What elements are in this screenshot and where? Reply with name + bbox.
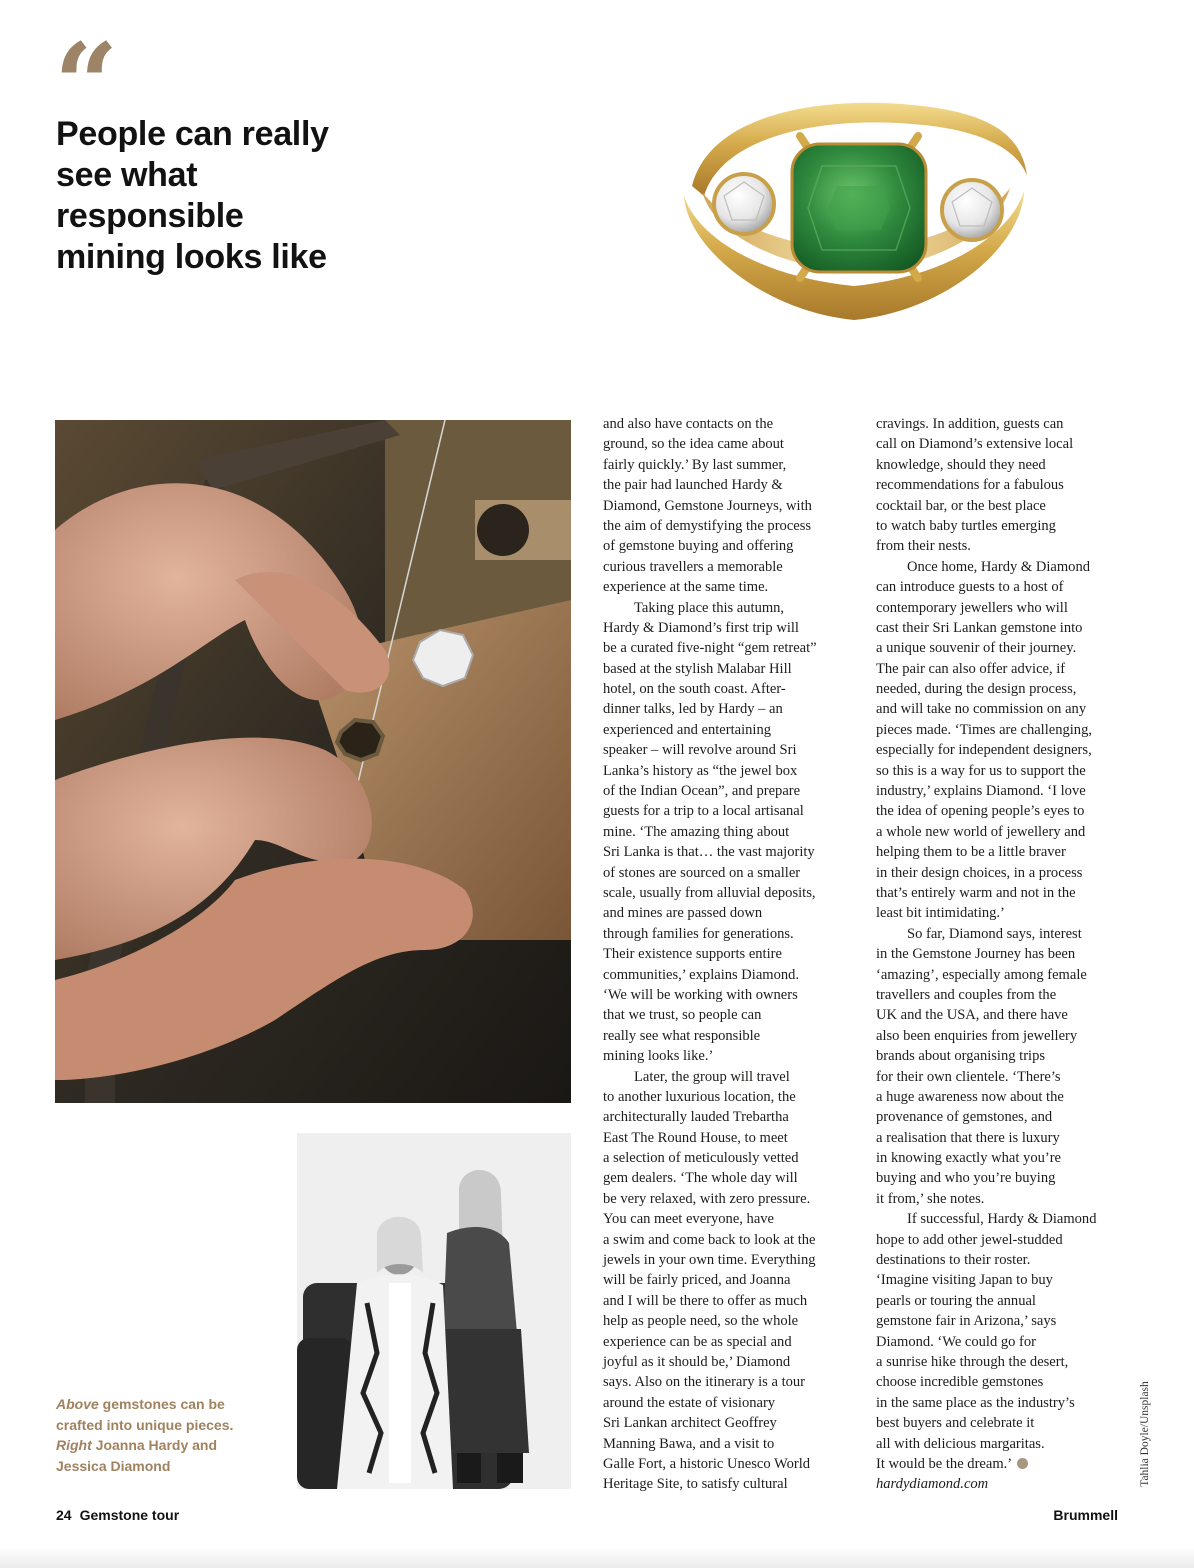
website-url: hardydiamond.com <box>876 1476 989 1493</box>
article-line: joyful as it should be,’ Diamond <box>603 1353 791 1370</box>
article-line: mine. ‘The amazing thing about <box>603 823 790 840</box>
article-line: and I will be there to offer as much <box>603 1292 808 1309</box>
article-line: pieces made. ‘Times are challenging, <box>876 721 1092 738</box>
article-line: experience can be as special and <box>603 1333 792 1350</box>
article-line: help as people need, so the whole <box>603 1313 799 1330</box>
caption-lead-right: Right <box>56 1437 92 1453</box>
article-line: and also have contacts on the <box>603 416 774 432</box>
portrait-photo <box>297 1133 571 1489</box>
article-line: dinner talks, led by Hardy – an <box>603 701 783 718</box>
article-line: Sri Lanka is that… the vast majority <box>603 844 815 861</box>
magazine-brand: Brummell <box>1053 1507 1118 1523</box>
article-line: UK and the USA, and there have <box>876 1007 1068 1024</box>
article-line: It would be the dream.’ <box>876 1454 1126 1474</box>
article-line: also been enquiries from jewellery <box>876 1027 1078 1044</box>
article-line: pearls or touring the annual <box>876 1292 1036 1309</box>
article-line: East The Round House, to meet <box>603 1129 788 1146</box>
article-line: buying and who you’re buying <box>876 1170 1056 1187</box>
article-line: cravings. In addition, guests can <box>876 416 1064 432</box>
article-line: in the same place as the industry’s <box>876 1394 1075 1411</box>
article-line: to another luxurious location, the <box>603 1088 796 1105</box>
article-line: Once home, Hardy & Diamond <box>907 558 1091 575</box>
article-line: hope to add other jewel-studded <box>876 1231 1063 1248</box>
article-line: be a curated five-night “gem retreat” <box>603 640 817 657</box>
article-line: of stones are sourced on a smaller <box>603 864 801 881</box>
article-line: Their existence supports entire <box>603 946 782 963</box>
article-line: scale, usually from alluvial deposits, <box>603 884 816 901</box>
article-line: Taking place this autumn, <box>634 599 785 616</box>
article-line: the pair had launched Hardy & <box>603 477 783 494</box>
article-line: contemporary jewellers who will <box>876 599 1068 616</box>
article-line: a whole new world of jewellery and <box>876 823 1086 840</box>
article-line: a swim and come back to look at the <box>603 1231 816 1248</box>
article-line: Heritage Site, to satisfy cultural <box>603 1476 788 1493</box>
article-line: really see what responsible <box>603 1027 761 1044</box>
article-line: all with delicious margaritas. <box>876 1435 1045 1452</box>
article-line: will be fairly priced, and Joanna <box>603 1272 791 1289</box>
caption-text-right: Joanna Hardy and Jessica Diamond <box>56 1437 218 1474</box>
article-line: architecturally lauded Trebartha <box>603 1109 789 1126</box>
article-line: gem dealers. ‘The whole day will <box>603 1170 798 1187</box>
article-line: needed, during the design process, <box>876 681 1077 698</box>
article-line: a selection of meticulously vetted <box>603 1150 799 1167</box>
article-line: best buyers and celebrate it <box>876 1415 1035 1432</box>
article-line: call on Diamond’s extensive local <box>876 436 1074 453</box>
article-column-1 <box>603 414 853 1495</box>
article-line: a realisation that there is luxury <box>876 1129 1060 1146</box>
article-line: Later, the group will travel <box>634 1068 790 1085</box>
article-line: The pair can also offer advice, if <box>876 660 1066 677</box>
photo-credit-text: Tahlia Doyle/Unsplash <box>1139 1381 1151 1487</box>
ring-image <box>672 96 1036 332</box>
article-line: from their nests. <box>876 538 971 555</box>
article-line: destinations to their roster. <box>876 1252 1031 1269</box>
article-line: gemstone fair in Arizona,’ says <box>876 1313 1057 1330</box>
article-line: jewels in your own time. Everything <box>603 1252 816 1269</box>
article-line: experienced and entertaining <box>603 721 772 738</box>
article-line: travellers and couples from the <box>876 986 1057 1003</box>
article-line: So far, Diamond says, interest <box>907 925 1082 942</box>
article-line: ground, so the idea came about <box>603 436 784 453</box>
article-line: be very relaxed, with zero pressure. <box>603 1190 811 1207</box>
article-line: and mines are passed down <box>603 905 763 922</box>
article-line: of the Indian Ocean”, and prepare <box>603 783 801 800</box>
article-line: in their design choices, in a process <box>876 864 1083 881</box>
article-line: cocktail bar, or the best place <box>876 497 1046 514</box>
article-line: curious travellers a memorable <box>603 558 783 575</box>
article-line: in knowing exactly what you’re <box>876 1150 1062 1167</box>
article-line: through families for generations. <box>603 925 794 942</box>
hands-photo <box>55 420 571 1103</box>
article-line: the aim of demystifying the process <box>603 517 812 534</box>
article-line: brands about organising trips <box>876 1048 1046 1065</box>
article-line: based at the stylish Malabar Hill <box>603 660 792 677</box>
article-line: a unique souvenir of their journey. <box>876 640 1077 657</box>
pull-quote: People can really see what responsible mining looks like <box>56 115 329 276</box>
article-line: If successful, Hardy & Diamond <box>907 1211 1097 1228</box>
article-line: communities,’ explains Diamond. <box>603 966 800 983</box>
article-line: Diamond. ‘We could go for <box>876 1333 1037 1350</box>
article-line: ‘Imagine visiting Japan to buy <box>876 1272 1053 1289</box>
article-line: mining looks like.’ <box>603 1048 714 1065</box>
article-line: cast their Sri Lankan gemstone into <box>876 619 1083 636</box>
section-name: Gemstone tour <box>79 1507 180 1523</box>
article-line: and will take no commission on any <box>876 701 1087 718</box>
article-line: provenance of gemstones, and <box>876 1109 1053 1126</box>
article-line: a huge awareness now about the <box>876 1088 1064 1105</box>
page-bottom-edge <box>0 1546 1194 1568</box>
article-line: guests for a trip to a local artisanal <box>603 803 804 820</box>
article-line: around the estate of visionary <box>603 1394 776 1411</box>
article-line: Hardy & Diamond’s first trip will <box>603 619 799 636</box>
article-line: says. Also on the itinerary is a tour <box>603 1374 806 1391</box>
end-mark-icon <box>1017 1458 1028 1469</box>
article-line: so this is a way for us to support the <box>876 762 1086 779</box>
caption-lead-above: Above <box>56 1396 99 1412</box>
article-line: that we trust, so people can <box>603 1007 762 1024</box>
photo-credit <box>1130 1372 1160 1496</box>
article-line: helping them to be a little braver <box>876 844 1066 861</box>
article-line: to watch baby turtles emerging <box>876 517 1056 534</box>
page-folio <box>56 1507 179 1523</box>
article-line: in the Gemstone Journey has been <box>876 946 1076 963</box>
article-line: hotel, on the south coast. After- <box>603 681 786 698</box>
article-line: especially for independent designers, <box>876 742 1092 759</box>
article-line: ‘amazing’, especially among female <box>876 966 1087 983</box>
article-line: a sunrise hike through the desert, <box>876 1353 1069 1370</box>
article-line: Diamond, Gemstone Journeys, with <box>603 497 812 514</box>
article-line: can introduce guests to a host of <box>876 579 1064 596</box>
photo-caption <box>56 1394 256 1476</box>
article-line: ‘We will be working with owners <box>603 986 798 1003</box>
caption-text-above: gemstones can be crafted into unique pieces. <box>56 1396 234 1433</box>
article-line: experience at the same time. <box>603 579 769 596</box>
article-column-2 <box>876 414 1126 1495</box>
article-line: You can meet everyone, have <box>603 1211 775 1228</box>
quote-mark-icon: “ <box>54 20 119 151</box>
article-line: the idea of opening people’s eyes to <box>876 803 1085 820</box>
page-number: 24 <box>56 1507 72 1523</box>
article-line: Lanka’s history as “the jewel box <box>603 762 798 779</box>
article-line: knowledge, should they need <box>876 456 1046 473</box>
article-line: recommendations for a fabulous <box>876 477 1064 494</box>
article-line: that’s entirely warm and not in the <box>876 884 1076 901</box>
article-line: for their own clientele. ‘There’s <box>876 1068 1061 1085</box>
article-line: it from,’ she notes. <box>876 1190 985 1207</box>
article-line: fairly quickly.’ By last summer, <box>603 456 787 473</box>
article-line: Manning Bawa, and a visit to <box>603 1435 775 1452</box>
article-line: industry,’ explains Diamond. ‘I love <box>876 783 1086 800</box>
article-line: least bit intimidating.’ <box>876 905 1005 922</box>
article-line: Sri Lankan architect Geoffrey <box>603 1415 777 1432</box>
article-line: speaker – will revolve around Sri <box>603 742 797 759</box>
article-line: choose incredible gemstones <box>876 1374 1044 1391</box>
article-line: Galle Fort, a historic Unesco World <box>603 1455 811 1472</box>
article-line: of gemstone buying and offering <box>603 538 794 555</box>
